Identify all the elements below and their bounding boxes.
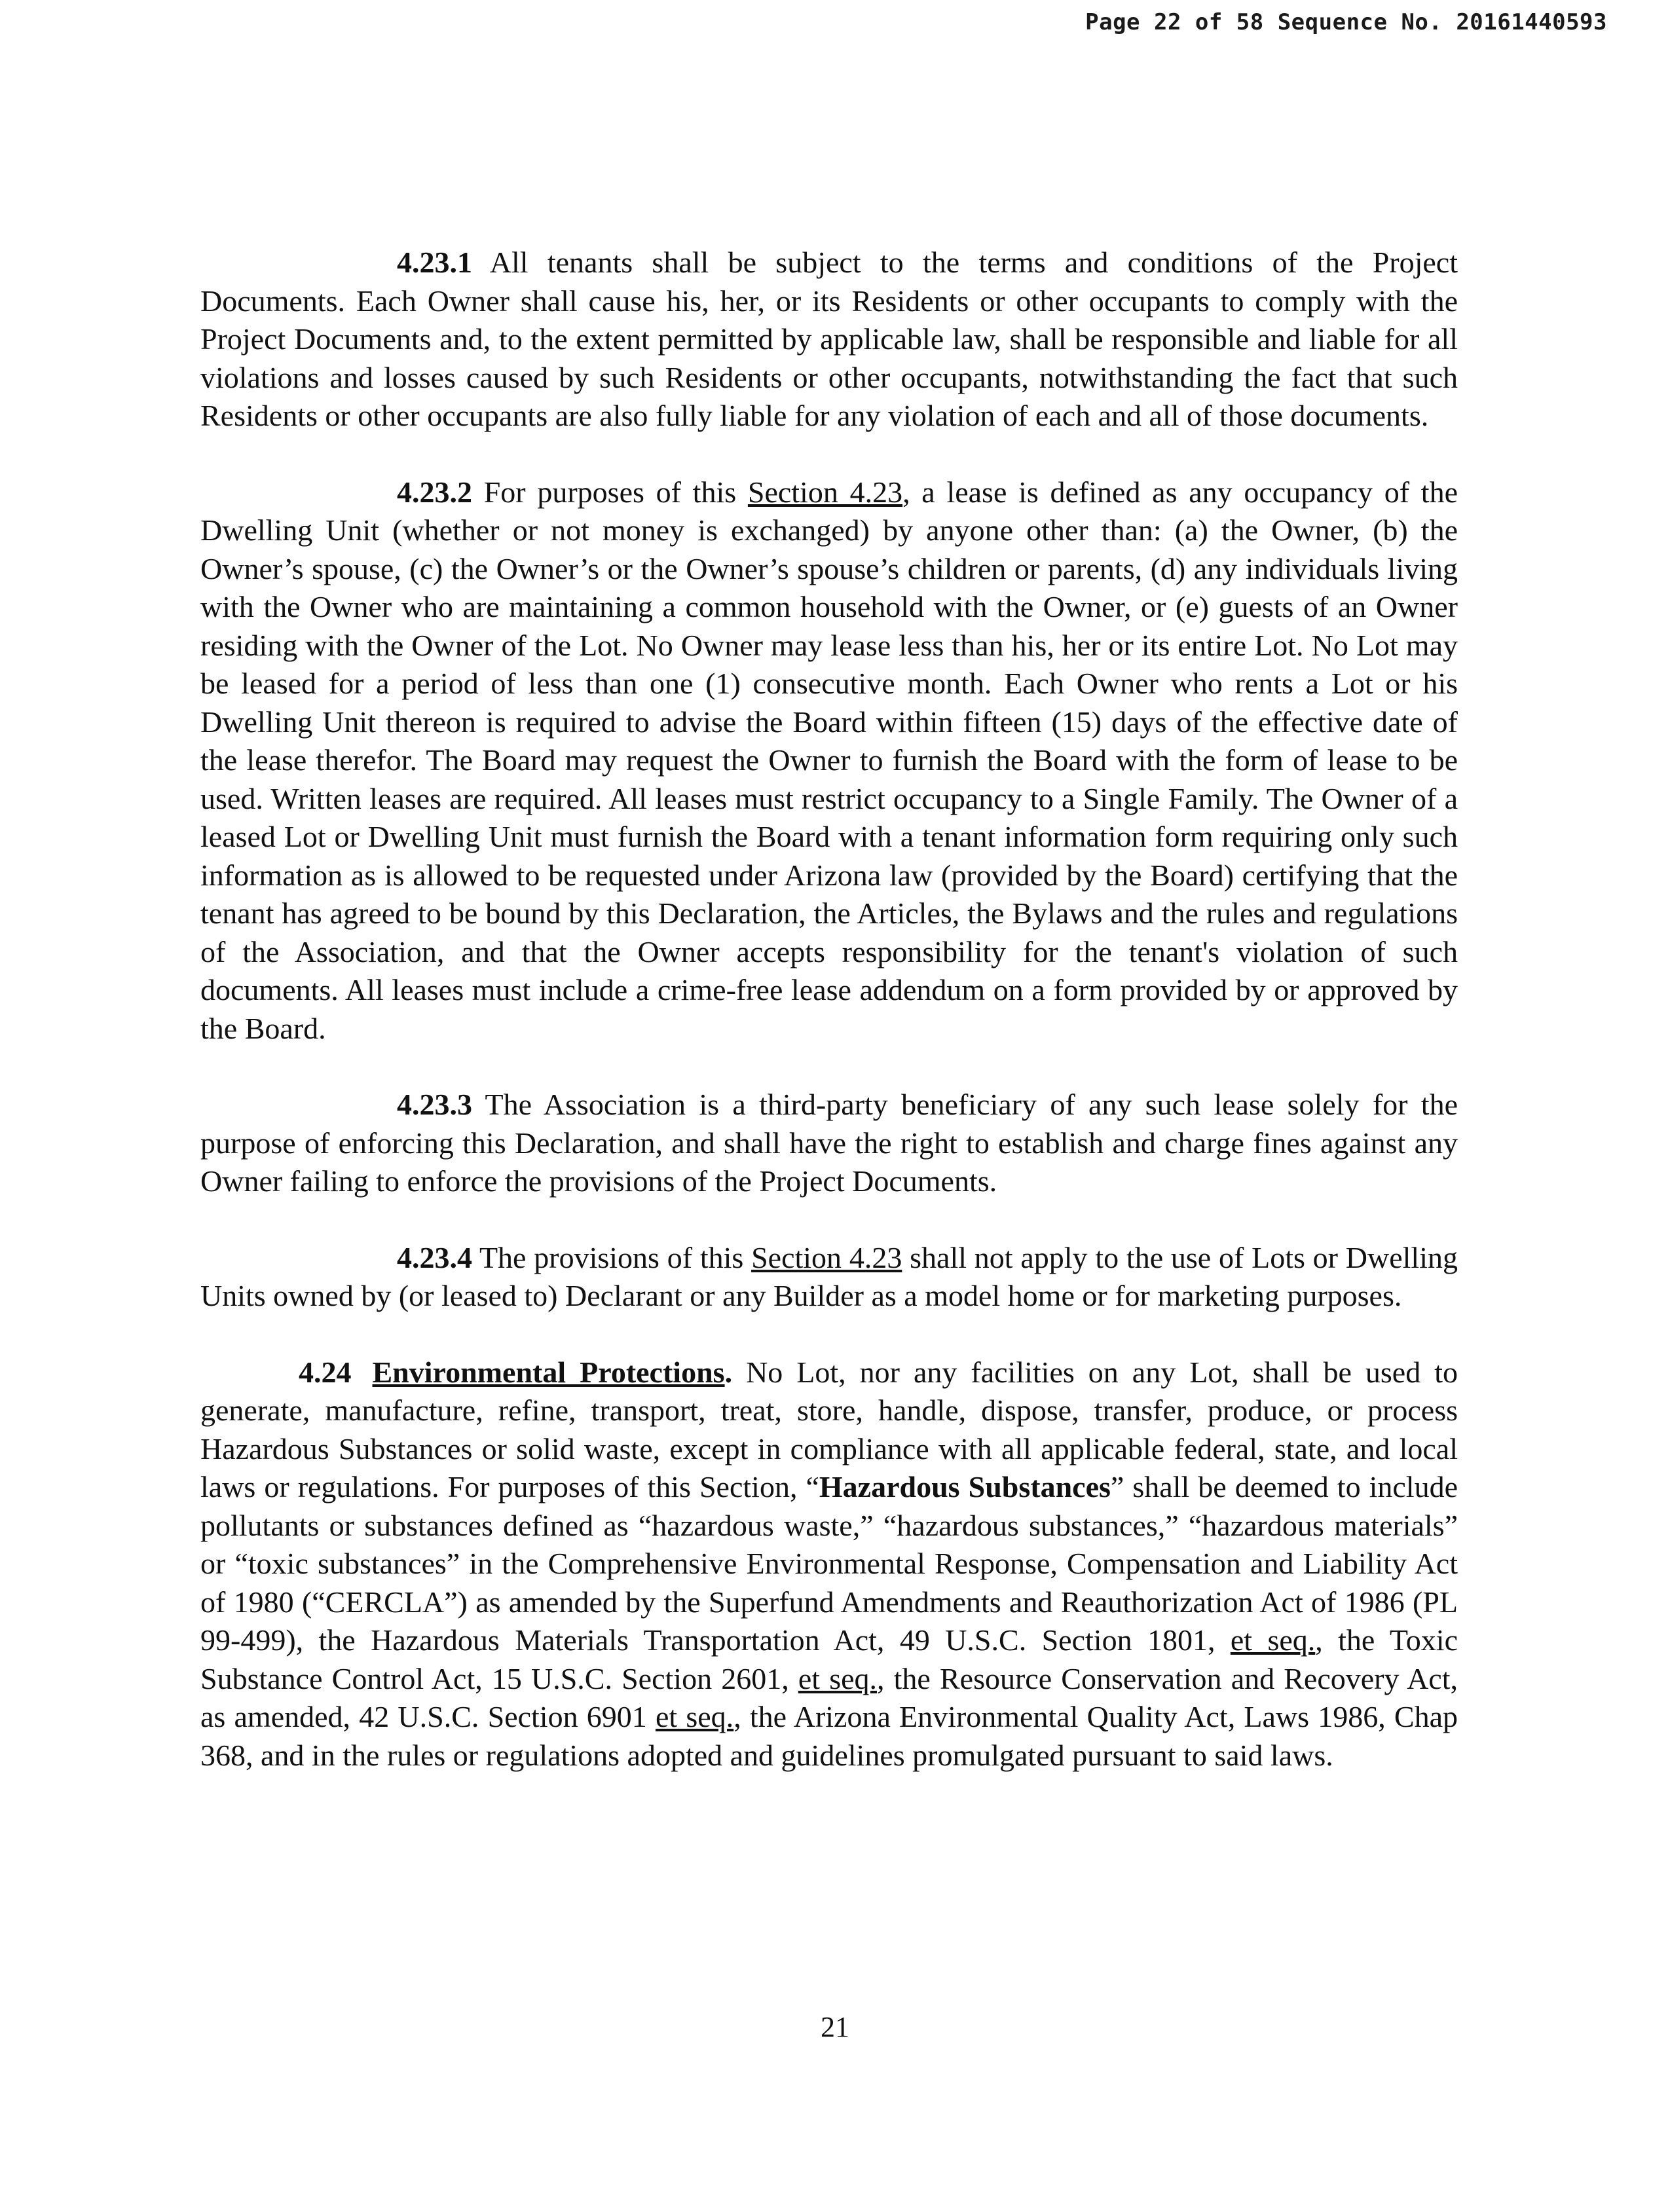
paragraph-text: , the Toxic Substance Control Act, 15 U.S.C. Section 2601, <box>200 1623 1458 1695</box>
citation-et-seq: et seq. <box>1230 1623 1316 1657</box>
paragraph-text: For purposes of this <box>472 475 748 509</box>
defined-term: Hazardous Substances <box>819 1470 1111 1503</box>
heading-punctuation: . <box>724 1355 733 1389</box>
section-reference: Section 4.23 <box>751 1240 902 1274</box>
paragraph-text: , the Resource Conservation and Recovery Act, as amended, 42 U.S.C. Section 6901 <box>200 1661 1458 1733</box>
document-body <box>200 244 1458 1813</box>
paragraph-text: , a lease is defined as any occupancy of the Dwelling Unit (whether or not money is exchanged) by anyone other than: (a) the Owner, (b) the Owner’s spouse, (c) the Owner’s or the Owner’s spouse’s children or parents, (d) any individuals living with the Owner who are maintaining a common household with the Owner, or (e) guests of an Owner residing with the Owner of the Lot. No Owner may lease less than his, her or its entire Lot. No Lot may be leased for a period of less than one (1) consecutive month. Each Owner who rents a Lot or his Dwelling Unit thereon is required to advise the Board within fifteen (15) days of the effective date of the lease therefor. The Board may request the Owner to furnish the Board with the form of lease to be used. Written leases are required. All leases must restrict occupancy to a Single Family. The Owner of a leased Lot or Dwelling Unit must furnish the Board with a tenant information form requiring only such information as is allowed to be requested under Arizona law (provided by the Board) certifying that the tenant has agreed to be bound by this Declaration, the Articles, the Bylaws and the rules and regulations of the Association, and that the Owner accepts responsibility for the tenant's violation of such documents. All leases must include a crime-free lease addendum on a form provided by or approved by the Board. <box>200 475 1458 1045</box>
paragraph-text: shall not apply to the use of Lots or Dwelling Units owned by (or leased to) Declarant or any Builder as a model home or for marketing purposes. <box>200 1240 1458 1312</box>
paragraph-text: The Association is a third-party beneficiary of any such lease solely for the purpose of enforcing this Declaration, and shall have the right to establish and charge fines against any Owner failing to enforce the provisions of the Project Documents. <box>200 1088 1458 1198</box>
section-reference: Section 4.23 <box>747 475 903 509</box>
section-number: 4.23.4 <box>397 1240 472 1274</box>
paragraph-text: ” shall be deemed to include pollutants or substances defined as “hazardous waste,” “hazardous substances,” “hazardous materials” or “toxic substances” in the Comprehensive Environmental Response, Compensation and Liability Act of 1980 (“CERCLA”) as amended by the Superfund Amendments and Reauthorization Act of 1986 (PL 99-499), the Hazardous Materials Transportation Act, 49 U.S.C. Section 1801, <box>200 1470 1458 1657</box>
page-number: 21 <box>821 2011 849 2043</box>
paragraph-text: , the Arizona Environmental Quality Act, Laws 1986, Chap 368, and in the rules or regulations adopted and guidelines promulgated pursuant to said laws. <box>200 1700 1458 1772</box>
paragraph-text: No Lot, nor any facilities on any Lot, shall be used to generate, manufacture, refine, transport, treat, store, handle, dispose, transfer, produce, or process Hazardous Substances or solid waste, except in compliance with all applicable federal, state, and local laws or regulations. For purposes of this Section, “ <box>200 1355 1458 1503</box>
section-number: 4.23.2 <box>397 475 472 509</box>
citation-et-seq: et seq. <box>655 1700 734 1733</box>
section-number: 4.23.3 <box>397 1088 472 1121</box>
paragraph-4-23-1 <box>200 244 1458 435</box>
paragraph-4-23-3 <box>200 1086 1458 1201</box>
section-number: 4.24 <box>299 1355 352 1389</box>
paragraph-4-23-4 <box>200 1239 1458 1316</box>
paragraph-text: The provisions of this <box>472 1240 752 1274</box>
section-number: 4.23.1 <box>397 246 472 279</box>
page-header: Page 22 of 58 Sequence No. 20161440593 <box>1085 9 1607 35</box>
citation-et-seq: et seq. <box>798 1661 878 1695</box>
section-heading: Environmental Protections <box>372 1355 725 1389</box>
paragraph-text: All tenants shall be subject to the terms and conditions of the Project Documents. Each Owner shall cause his, her, or its Residents or other occupants to comply with the Project Documents and, to the extent permitted by applicable law, shall be responsible and liable for all violations and losses caused by such Residents or other occupants, notwithstanding the fact that such Residents or other occupants are also fully liable for any violation of each and all of those documents. <box>200 246 1458 432</box>
paragraph-4-24 <box>200 1354 1458 1775</box>
paragraph-4-23-2 <box>200 473 1458 1048</box>
